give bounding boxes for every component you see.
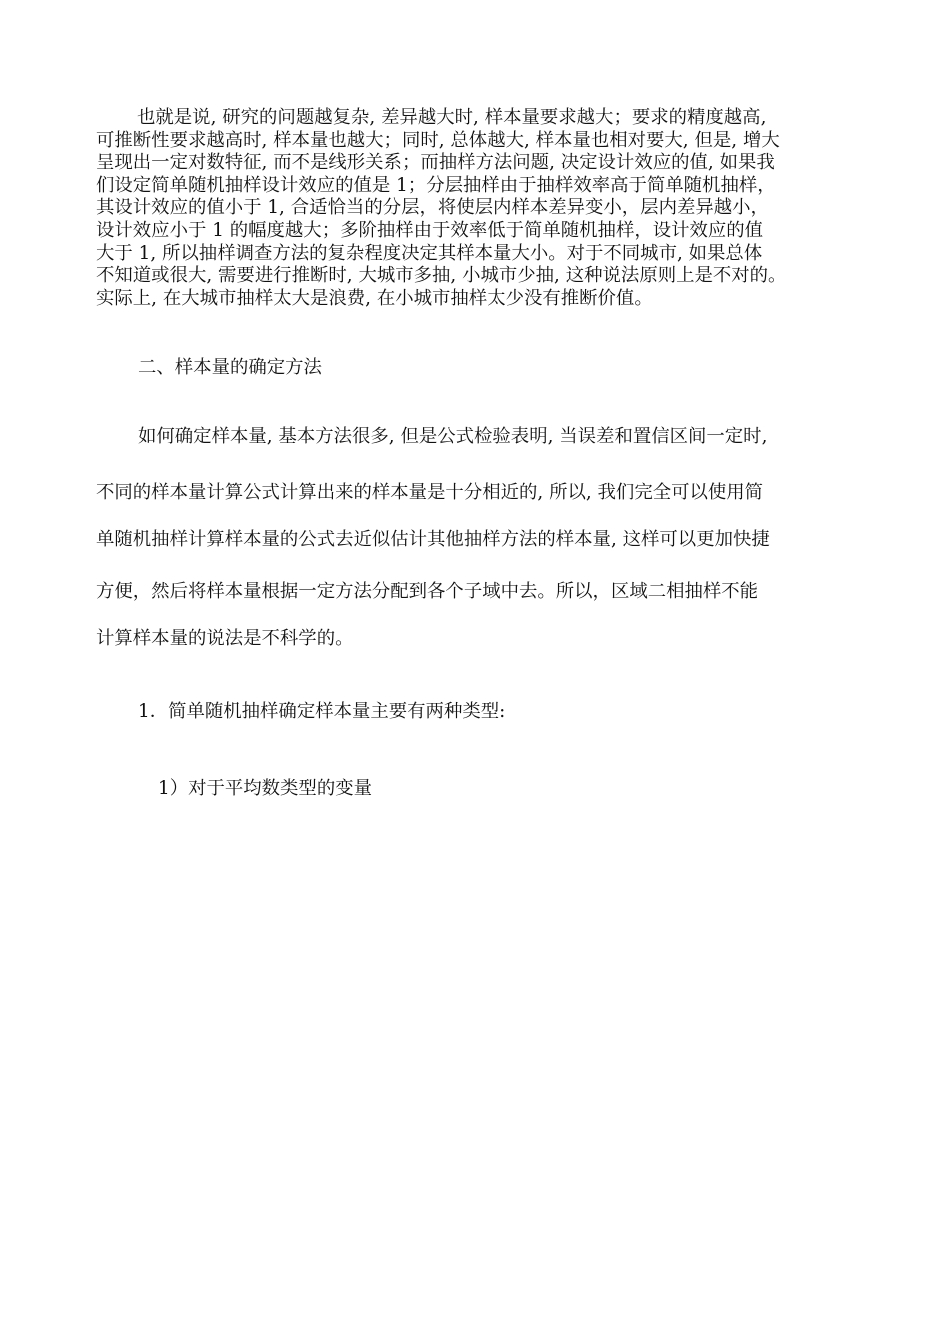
text-line: 可推断性要求越高时, 样本量也越大；同时, 总体越大, 样本量也相对要大, 但是, 增大: [96, 129, 780, 151]
sub-list-item-mean-variable: 1）对于平均数类型的变量: [158, 778, 372, 799]
list-item-simple-random-sampling: 1．简单随机抽样确定样本量主要有两种类型:: [138, 701, 506, 722]
text-line: 呈现出一定对数特征, 而不是线形关系；而抽样方法问题, 决定设计效应的值, 如果我: [96, 152, 775, 174]
section-heading: 二、样本量的确定方法: [138, 357, 322, 378]
text-line: 设计效应小于 1 的幅度越大；多阶抽样由于效率低于简单随机抽样，设计效应的值: [96, 219, 764, 241]
text-line: 实际上, 在大城市抽样太大是浪费, 在小城市抽样太少没有推断价值。: [96, 287, 653, 309]
text-line: 大于 1, 所以抽样调查方法的复杂程度决定其样本量大小。对于不同城市, 如果总体: [96, 242, 763, 264]
text-line: 其设计效应的值小于 1, 合适恰当的分层，将使层内样本差异变小，层内差异越小，: [96, 197, 769, 219]
text-line: 也就是说, 研究的问题越复杂, 差异越大时, 样本量要求越大；要求的精度越高,: [137, 107, 767, 128]
text-line: 方便，然后将样本量根据一定方法分配到各个子域中去。所以，区域二相抽样不能: [96, 581, 759, 602]
text-line: 单随机抽样计算样本量的公式去近似估计其他抽样方法的样本量, 这样可以更加快捷: [96, 529, 770, 550]
text-line: 如何确定样本量, 基本方法很多, 但是公式检验表明, 当误差和置信区间一定时,: [138, 426, 768, 447]
paragraph-sample-size-factors: [96, 107, 856, 310]
text-line: 不知道或很大, 需要进行推断时, 大城市多抽, 小城市少抽, 这种说法原则上是不对的。: [96, 265, 787, 287]
text-line: 计算样本量的说法是不科学的。: [96, 628, 354, 649]
text-line: 们设定简单随机抽样设计效应的值是 1；分层抽样由于抽样效率高于简单随机抽样，: [96, 174, 776, 196]
text-line: 不同的样本量计算公式计算出来的样本量是十分相近的, 所以, 我们完全可以使用简: [96, 482, 764, 503]
